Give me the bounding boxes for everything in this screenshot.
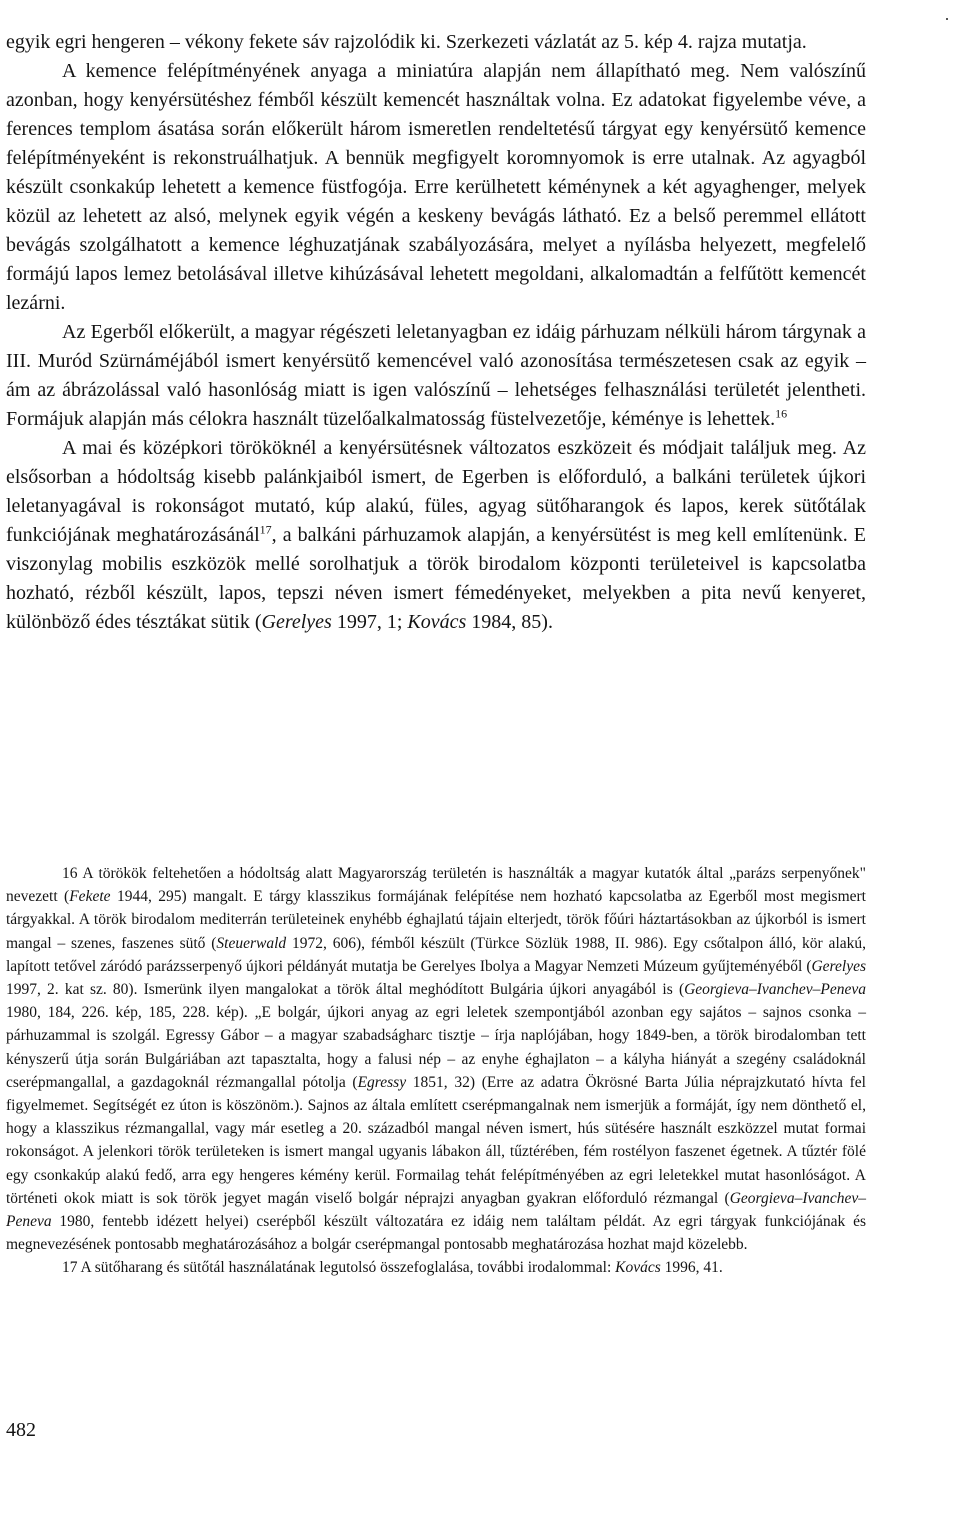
footnote-17: 17 A sütőharang és sütőtál használatának legutolsó összefoglalása, további irodalommal: Kovács 1996, 41.: [62, 1259, 723, 1277]
paragraph-2: A kemence felépítményének anyaga a miniatúra alapján nem állapítható meg. Nem valószínű azonban, hogy kenyérsütéshez fémből készült kemencét használtak volna. Ez adatokat figyelembe véve, a ferences templom ásatása során előkerült három ismeretlen rendeltetésű tárgyat egy kenyérsütő kemence felépítményeként is rekonstruálhatjuk. A bennük megfigyelt koromnyomok is erre utalnak. Az agyagból készült csonkakúp lehetett a kemence füstfogója. Erre kerülhetett kéménynek a két agyaghenger, melyek közül az lehetett az alsó, melynek egyik végén a keskeny bevágás látható. Ez a belső peremmel ellátott bevágás szolgálhatott a kemence léghuzatjának szabályozására, melyet a nyílásba helyezett, megfelelő formájú lapos lemez betolásával illetve kihúzásával lehetett megoldani, alkalomadtán a felfűtött kemencét lezárni.: [6, 60, 866, 314]
paragraph-4: A mai és középkori törököknél a kenyérsütésnek változatos eszközeit és módjait találjuk meg. Az elsősorban a hódoltság kisebb palánkjaiból ismert, de Egerben is előforduló, a balkáni területek újkori leletanyagával is rokonságot mutató, kúp alakú, füles, agyag sütőharangok és lapos, kerek sütőtálak funkciójának meghatározásánál$^{17}$, a balkáni párhuzamok alapján, a kenyérsütést is meg kell említenünk. E viszonylag mobilis eszközök mellé sorolhatjuk a török birodalom központi területeivel is kapcsolatba hozható, rézből készült, lapos, tepszi néven ismert fémedényeket, melyekben a pita nevű kenyeret, különböző édes tésztákat sütik (Gerelyes 1997, 1; Kovács 1984, 85).: [6, 437, 866, 633]
footnote-16: 16 A törökök feltehetően a hódoltság alatt Magyarország területén is használták a magyar kutatók által „parázs serpenyőnek" nevezett (Fekete 1944, 295) mangalt. E tárgy klasszikus formájának felépítése nem hozható kapcsolatba az Egerből most megismert tárgyakkal. A török birodalom mediterrán területeinek enyhébb éghajlatú tájain elterjedt, török főúri háztartásokban az újkorból is ismert mangal – szenes, faszenes sütő (Steuerwald 1972, 606), fémből készült (Türkce Sözlük 1988, II. 986). Egy csőtalpon álló, kör alakú, lapított tetővel záródó parázsserpenyő újkori példányát mutatja be Gerelyes Ibolya a Magyar Nemzeti Múzeum gyűjteményéből (Gerelyes 1997, 2. kat sz. 80). Ismerünk ilyen mangalokat a török által meghódított Bulgária újkori anyagából is (Georgieva–Ivanchev–Peneva 1980, 184, 226. kép, 185, 228. kép). „E bolgár, újkori anyag az egri leletek szempontjából azonban egy sajátos – sajnos csonka – párhuzammal is szolgál. Egressy Gábor – a magyar szabadságharc tisztje – írja naplójában, hogy 1849-ben, a török birodalomban tett kényszerű útja során Bulgáriában azt tapasztalta, hogy a falusi nép – az enyhe éghajlaton – a kályha hiányát a szegény családoknál cserépmangallal, a gazdagoknál rézmangallal pótolja (Egressy 1851, 32) (Erre az adatra Ökrösné Barta Júlia néprajzkutató hívta fel figyelmemet. Segítségét ez úton is köszönöm.). Sajnos az általa említett cserépmangalnak nem ismerjük a formáját, így nem dönthető el, hogy a klasszikus rézmangallal, vagy már esetleg a 20. századból mangal néven ismert, hús sütésére használt eszközzel mutat formai rokonságot. A jelenkori török területeken is ismert mangal ugyanis lábakon áll, tűztérében, fém rostélyon faszenet égetnek. A tűztér fölé egy csonkakúp alakú fedő, arra egy hengeres kémény kerül. Formailag tehát felépítményében az egri leletekkel mutat hasonlóságot. A történeti okok miatt is sok török jegyet magán viselő bolgár néprajzi anyagban gyakran előforduló rézmangal (Georgieva–Ivanchev–Peneva 1980, fentebb idézett helyei) cserépből készült változatára ez idáig nem találtam példát. Az egri tárgyak funkciójának és megnevezésének pontosabb meghatározásához a bolgár cserépmangal pontosabb meghatározása hozhat majd közelebb.: [6, 865, 867, 1254]
paragraph-1: egyik egri hengeren – vékony fekete sáv rajzolódik ki. Szerkezeti vázlatát az 5. kép 4. rajza mutatja.: [6, 31, 807, 53]
citation: Fekete: [69, 888, 111, 906]
main-text: [6, 28, 866, 637]
footnotes: [6, 862, 866, 1280]
paragraph-3: Az Egerből előkerült, a magyar régészeti leletanyagban ez idáig párhuzam nélküli három tárgynak a III. Muród Szürnáméjából ismert kenyérsütő kemencével való azonosítása természetesen csak az egyik – ám az ábrázolással való hasonlóság miatt is igen valószínű – lehetséges felhasználási területét jelentheti. Formájuk alapján más célokra használt tüzelőalkalmatosság füstelvezetője, kéménye is lehettek.$^{16}$: [6, 321, 866, 430]
citation: Egressy: [357, 1073, 407, 1091]
citation: Georgieva–Ivanchev–Peneva: [6, 1189, 866, 1231]
scan-speck: [946, 18, 948, 20]
footnote-ref-17: 17: [259, 522, 272, 537]
citation: Kovács: [615, 1259, 661, 1277]
citation: Kovács: [407, 611, 467, 633]
citation: Gerelyes: [261, 611, 332, 633]
citation: Georgieva–Ivanchev–Peneva: [684, 981, 866, 999]
footnote-ref-16: 16: [775, 406, 788, 421]
citation: Gerelyes: [811, 957, 866, 975]
citation: Steuerwald: [216, 934, 287, 952]
page-number: 482: [6, 1419, 36, 1441]
